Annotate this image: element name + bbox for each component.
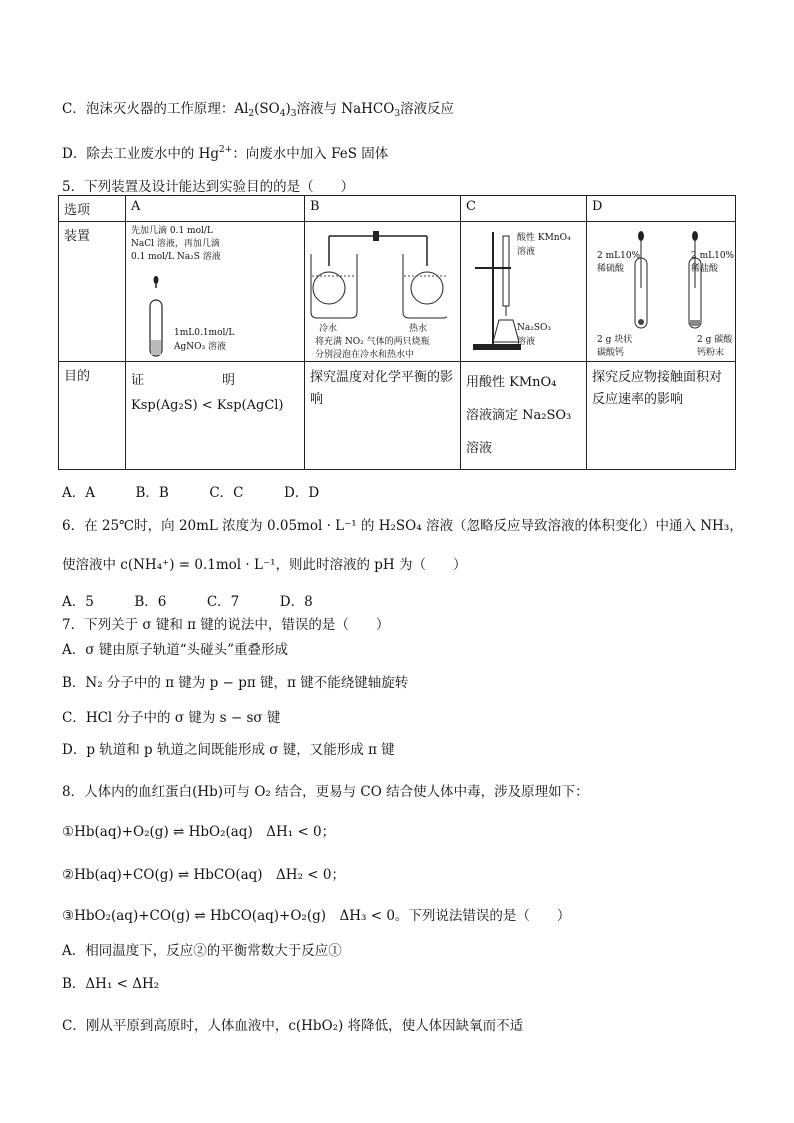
q4-c-sub: 2: [248, 109, 255, 119]
q4-c-close: ): [285, 101, 291, 117]
q4-c-end: 溶液反应: [400, 101, 455, 117]
q7-option-d: D．p 轨道和 p 轨道之间既能形成 σ 键，又能形成 π 键: [62, 742, 395, 758]
q6-stem-line1: 6．在 25℃时，向 20mL 浓度为 0.05mol · L⁻¹ 的 H₂SO₄ 溶液（忽略反应导致溶液的体积变化）中通入 NH₃，: [62, 518, 743, 534]
q5-goal-d: [587, 362, 736, 470]
q8-option-b: B．ΔH₁ < ΔH₂: [62, 976, 160, 992]
q4-c-sub3: 3: [290, 109, 297, 119]
q5-a-label: NaCl 溶液，再加几滴: [131, 239, 220, 249]
q5-goal-c: [461, 362, 587, 470]
q4-d-sup: 2+: [219, 145, 233, 155]
q5-d-label: 2 mL10%: [597, 251, 641, 261]
q5-b-label: 分别浸泡在冷水和热水中: [315, 350, 415, 360]
q5-a-label: 先加几滴 0.1 mol/L: [131, 226, 213, 236]
q5-a-label: 1mL0.1mol/L: [174, 328, 235, 338]
nitrogen-dioxide-flask-diagram: [307, 226, 447, 321]
q4-c-so4: (SO: [254, 101, 280, 117]
q5-row-device: 装置: [59, 222, 126, 362]
q7-stem: 7．下列关于 σ 键和 π 键的说法中，错误的是（ ）: [62, 617, 390, 633]
q4-option-d: [62, 142, 388, 162]
q8-reaction-1: ①Hb(aq)+O₂(g) ⇌ HbO₂(aq) ΔH₁ < 0；: [62, 824, 336, 840]
q5-d-label: 稀硫酸: [597, 264, 625, 274]
q5-goal-a: [126, 362, 305, 470]
q5-goal-c-line: 溶液: [466, 441, 493, 456]
q5-goal-a-line: 证 明: [131, 373, 236, 388]
q5-header-option: 选项: [59, 196, 126, 222]
q5-goal-c-line: 用酸性 KMnO₄: [466, 375, 557, 390]
q5-d-label: 2 g 块状: [597, 335, 633, 345]
q8-stem: 8．人体内的血红蛋白(Hb)可与 O₂ 结合，更易与 CO 结合使人体中毒，涉及原理如下：: [62, 784, 589, 800]
q5-d-label: 稀盐酸: [691, 264, 719, 274]
q5-device-a: [126, 222, 305, 362]
q5-goal-b-text: 探究温度对化学平衡的影响: [310, 370, 454, 407]
q5-device-c: [461, 222, 587, 362]
q5-c-label: 酸性 KMnO₄: [517, 233, 571, 243]
q5-row-goal: 目的: [59, 362, 126, 470]
q5-d-label: 钙粉末: [697, 348, 725, 358]
q5-c-label: Na₂SO₃: [517, 323, 552, 333]
q5-device-b: [305, 222, 461, 362]
q5-d-label: 2 mL10%: [691, 251, 735, 261]
q4-c-mid: 溶液与 NaHCO: [296, 101, 395, 117]
q8-option-a: A．相同温度下，反应②的平衡常数大于反应①: [62, 943, 342, 959]
q5-goal-b: [305, 362, 461, 470]
q5-goal-d-text: 探究反应物接触面积对反应速率的影响: [592, 370, 723, 407]
q7-option-b: B．N₂ 分子中的 π 键为 p − pπ 键，π 键不能绕键轴旋转: [62, 675, 409, 691]
q5-device-d: [587, 222, 736, 362]
q8-reaction-2: ②Hb(aq)+CO(g) ⇌ HbCO(aq) ΔH₂ < 0；: [62, 867, 345, 883]
q5-c-label: 溶液: [517, 337, 536, 347]
q8-option-c: C．刚从平原到高原时，人体血液中，c(HbO₂) 将降低，使人体因缺氧而不适: [62, 1018, 524, 1034]
q5-header-d: D: [587, 196, 736, 222]
q4-c-al: Al: [234, 101, 249, 117]
q5-goal-a-line: Ksp(Ag₂S) < Ksp(AgCl): [131, 398, 284, 413]
q4-d-text: D．除去工业废水中的 Hg: [62, 146, 220, 162]
q5-goal-c-line: 溶液滴定 Na₂SO₃: [466, 408, 572, 423]
q5-b-label: 热水: [409, 324, 428, 334]
q5-a-label: AgNO₃ 溶液: [174, 342, 226, 352]
q7-option-a: A．σ 键由原子轨道“头碰头”重叠形成: [62, 642, 289, 658]
q5-header-c: C: [461, 196, 587, 222]
q5-header-b: B: [305, 196, 461, 222]
q5-a-label: 0.1 mol/L Na₂S 溶液: [131, 252, 221, 262]
q5-stem: 5．下列装置及设计能达到实验目的的是（ ）: [62, 179, 355, 195]
q4-option-c: [62, 97, 454, 119]
q4-c-text: C．泡沫灭火器的工作原理：: [62, 101, 235, 117]
q6-stem-line2: 使溶液中 c(NH₄⁺) = 0.1mol · L⁻¹，则此时溶液的 pH 为（ ）: [62, 557, 467, 573]
test-tubes-diagram: [591, 228, 741, 338]
titration-stand-diagram: [465, 228, 525, 356]
q4-c-sub4: 4: [279, 109, 286, 119]
q5-d-label: 2 g 碳酸: [697, 335, 733, 345]
q8-reaction-3: ③HbO₂(aq)+CO(g) ⇌ HbCO(aq)+O₂(g) ΔH₃ < 0。下列说法错误的是（ ）: [62, 908, 571, 924]
q5-c-label: 溶液: [517, 247, 536, 257]
q5-options: A．A B．B C．C D．D: [62, 485, 320, 501]
q7-option-c: C．HCl 分子中的 σ 键为 s − sσ 键: [62, 710, 281, 726]
q5-b-label: 将充满 NO₂ 气体的两只烧瓶: [315, 337, 430, 347]
q4-d-end: ：向废水中加入 FeS 固体: [232, 146, 389, 162]
q5-d-label: 碳酸钙: [597, 348, 625, 358]
q5-b-label: 冷水: [319, 324, 338, 334]
q5-header-a: A: [126, 196, 305, 222]
q5-table: [58, 195, 736, 470]
q4-c-sub3b: 3: [394, 109, 401, 119]
q6-options: A．5 B．6 C．7 D．8: [62, 594, 313, 610]
